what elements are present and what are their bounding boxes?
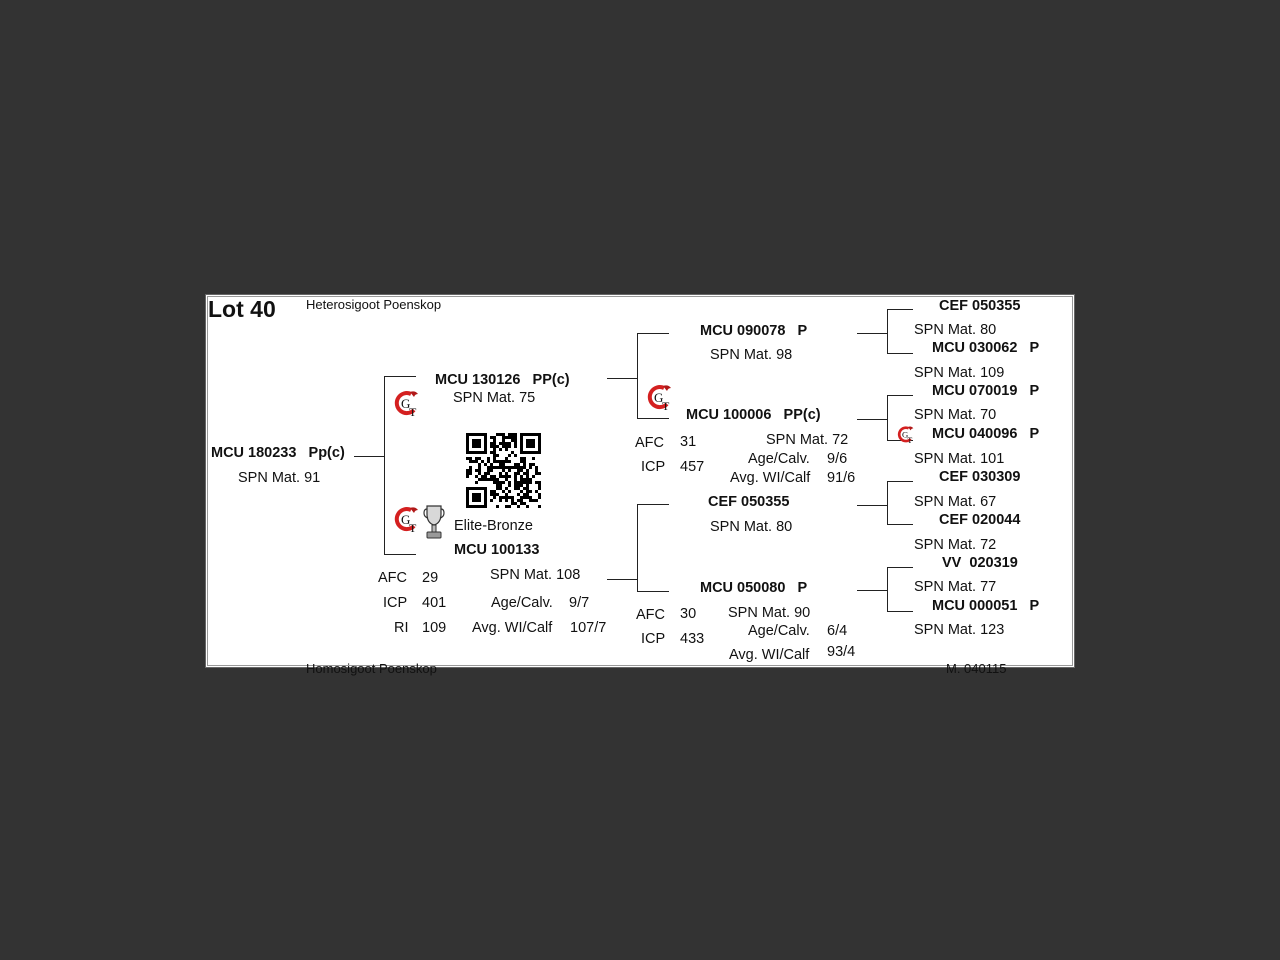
connector-line — [887, 309, 888, 353]
dd-afc-label: AFC — [636, 607, 665, 623]
dam-age: 9/7 — [569, 595, 590, 611]
ggp-5-spn: SPN Mat. 67 — [914, 494, 997, 510]
pedigree-card — [205, 294, 1075, 676]
connector-line — [887, 611, 913, 612]
ggp-7-id: VV 020319 — [942, 555, 1018, 571]
connector-line — [857, 590, 887, 591]
connector-line — [637, 504, 638, 591]
connector-line — [637, 333, 638, 418]
sd-age: 9/6 — [827, 451, 848, 467]
connector-line — [607, 579, 637, 580]
connector-line — [607, 378, 637, 379]
connector-line — [887, 481, 913, 482]
dam-icp-label: ICP — [383, 595, 408, 611]
footer-cut-left: Homosigoot Poenskop — [306, 661, 437, 676]
dam-wi-label: Avg. WI/Calf — [472, 620, 553, 636]
footer-cut-right: M. 040115 — [946, 661, 1007, 676]
dam-age-label: Age/Calv. — [491, 595, 553, 611]
ggp-4-id: MCU 040096 P — [932, 426, 1040, 442]
dd-icp: 433 — [680, 631, 705, 647]
connector-line — [637, 418, 669, 419]
ggp-4-spn: SPN Mat. 101 — [914, 451, 1005, 467]
dd-afc: 30 — [680, 606, 697, 622]
connector-line — [857, 419, 887, 420]
gt-logo-icon — [645, 383, 675, 413]
dam-spn: SPN Mat. 108 — [490, 567, 581, 583]
connector-line — [637, 504, 669, 505]
dd-id: MCU 050080 P — [700, 580, 808, 596]
sd-afc-label: AFC — [635, 435, 664, 451]
connector-line — [887, 395, 913, 396]
connector-line — [887, 567, 913, 568]
dam-afc: 29 — [422, 570, 439, 586]
dam-icp: 401 — [422, 595, 447, 611]
ggp-1-id: CEF 050355 — [939, 298, 1021, 314]
connector-line — [887, 395, 888, 440]
ss-spn: SPN Mat. 98 — [710, 347, 793, 363]
sd-polled: PP(c) — [783, 407, 821, 423]
gt-logo-icon — [392, 389, 422, 419]
lot-title: Lot 40 — [208, 296, 276, 322]
animal-id: MCU 180233 Pp(c) — [211, 445, 345, 461]
sd-spn: SPN Mat. 72 — [766, 432, 849, 448]
dd-polled: P — [797, 580, 808, 596]
sd-icp-label: ICP — [641, 459, 666, 475]
sd-wi: 91/6 — [827, 470, 856, 486]
sd-afc: 31 — [680, 434, 697, 450]
ds-spn: SPN Mat. 80 — [710, 519, 793, 535]
ggp-3-spn: SPN Mat. 70 — [914, 407, 997, 423]
ggp-8-polled: P — [1029, 598, 1040, 614]
connector-line — [857, 505, 887, 506]
connector-line — [354, 456, 384, 457]
ds-id: CEF 050355 — [708, 494, 790, 510]
ggp-3-id: MCU 070019 P — [932, 383, 1040, 399]
ggp-5-id: CEF 030309 — [939, 469, 1021, 485]
ggp-6-id: CEF 020044 — [939, 512, 1021, 528]
dd-spn: SPN Mat. 90 — [728, 605, 811, 621]
dd-icp-label: ICP — [641, 631, 666, 647]
sd-wi-label: Avg. WI/Calf — [730, 470, 811, 486]
gt-logo-icon — [392, 505, 422, 535]
ss-polled: P — [797, 323, 808, 339]
animal-spn: SPN Mat. 91 — [238, 470, 321, 486]
trophy-icon — [423, 503, 445, 543]
connector-line — [887, 481, 888, 524]
connector-line — [857, 333, 887, 334]
sd-id: MCU 100006 PP(c) — [686, 407, 821, 423]
sd-age-label: Age/Calv. — [748, 451, 810, 467]
dam-afc-label: AFC — [378, 570, 407, 586]
ggp-4-polled: P — [1029, 426, 1040, 442]
ggp-3-polled: P — [1029, 383, 1040, 399]
dd-wi-label: Avg. WI/Calf — [729, 647, 810, 663]
ss-id: MCU 090078 P — [700, 323, 808, 339]
breed-status: Heterosigoot Poenskop — [306, 297, 442, 312]
sire-id: MCU 130126 PP(c) — [435, 372, 570, 388]
animal-polled: Pp(c) — [308, 445, 345, 461]
dam-ri-label: RI — [394, 620, 409, 636]
connector-line — [384, 376, 416, 377]
connector-line — [637, 591, 669, 592]
connector-line — [384, 376, 385, 554]
ggp-8-id: MCU 000051 P — [932, 598, 1040, 614]
dam-award: Elite-Bronze — [454, 518, 533, 534]
ggp-1-spn: SPN Mat. 80 — [914, 322, 997, 338]
connector-line — [887, 524, 913, 525]
ggp-8-spn: SPN Mat. 123 — [914, 622, 1005, 638]
ggp-2-polled: P — [1029, 340, 1040, 356]
dam-wi: 107/7 — [570, 620, 607, 636]
dd-age-label: Age/Calv. — [748, 623, 810, 639]
dam-ri: 109 — [422, 620, 447, 636]
connector-line — [637, 333, 669, 334]
connector-line — [887, 567, 888, 611]
sire-polled: PP(c) — [532, 372, 570, 388]
connector-line — [887, 353, 913, 354]
dd-wi: 93/4 — [827, 644, 856, 660]
ggp-2-id: MCU 030062 P — [932, 340, 1040, 356]
gt-logo-icon — [896, 425, 916, 445]
connector-line — [384, 554, 416, 555]
sd-icp: 457 — [680, 459, 705, 475]
qr-code[interactable] — [466, 433, 542, 509]
ggp-6-spn: SPN Mat. 72 — [914, 537, 997, 553]
ggp-7-spn: SPN Mat. 77 — [914, 579, 997, 595]
ggp-2-spn: SPN Mat. 109 — [914, 365, 1005, 381]
dam-id: MCU 100133 — [454, 542, 540, 558]
sire-spn: SPN Mat. 75 — [453, 390, 536, 406]
connector-line — [887, 309, 913, 310]
dd-age: 6/4 — [827, 623, 848, 639]
